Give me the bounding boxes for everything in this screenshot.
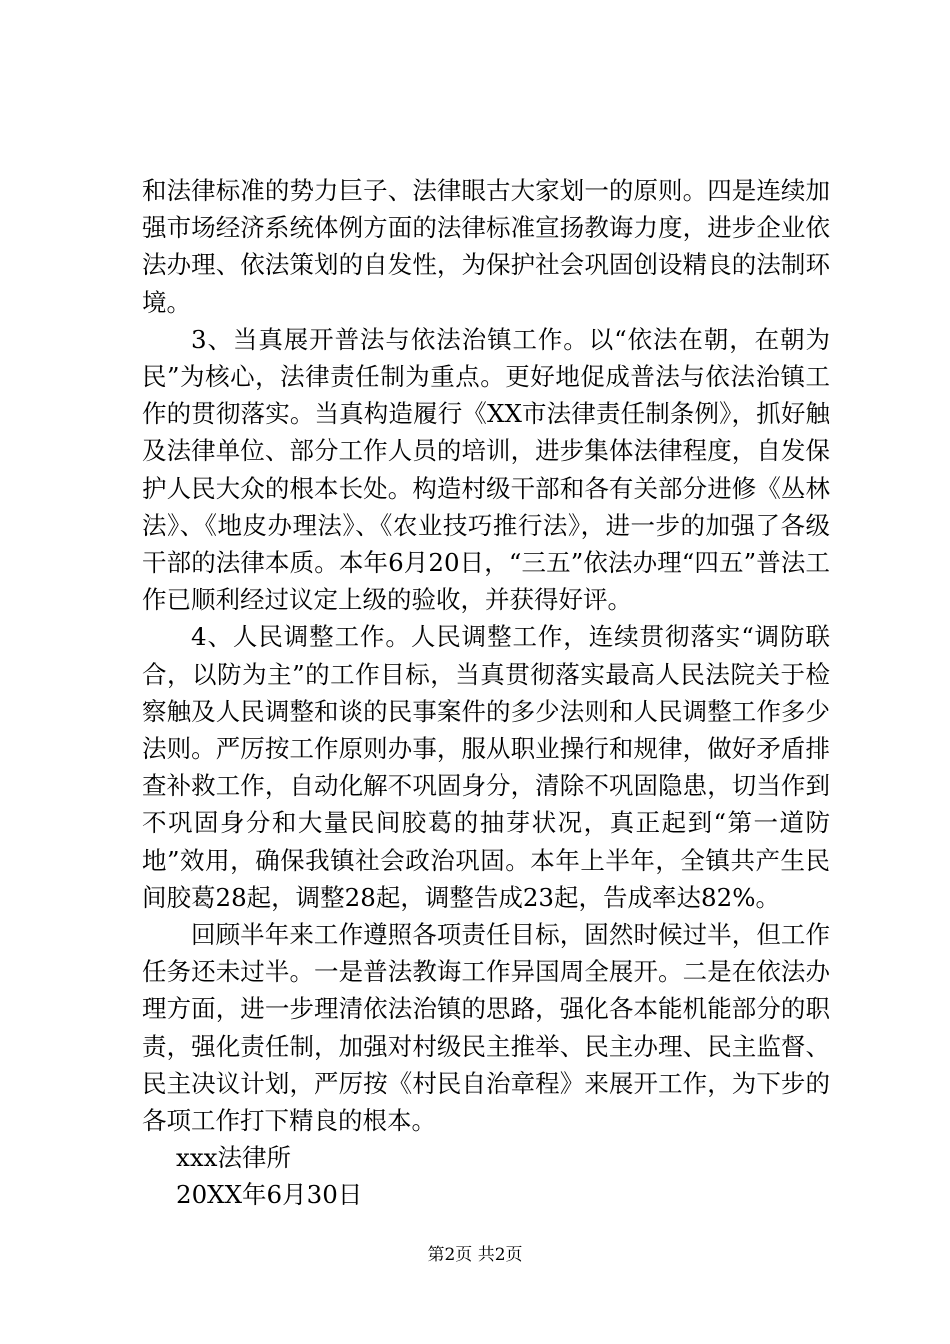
paragraph-mediation: 4、人民调整工作。人民调整工作，连续贯彻落实“调防联合，以防为主”的工作目标，当真贯彻落实最高人民法院关于检察触及人民调整和谈的民事案件的多少法则和人民调整工作多少法则。严厉按工作原则办事，服从职业操行和规律，做好矛盾排查补救工作，自动化解不巩固身分，清除不巩固隐患，切当作到不巩固身分和大量民间胶葛的抽芽状况，真正起到“第一道防地”效用，确保我镇社会政治巩固。本年上半年，全镇共产生民间胶葛28起，调整28起，调整告成23起，告成率达82%。: [142, 622, 830, 912]
page-number-footer: 第2页 共2页: [427, 1245, 523, 1265]
signature-organization: xxx法律所: [176, 1143, 291, 1173]
paragraph-review: 回顾半年来工作遵照各项责任目标，固然时候过半，但工作任务还未过半。一是普法教诲工作异国周全展开。二是在依法办理方面，进一步理清依法治镇的思路，强化各本能机能部分的职责，强化责任制，加强对村级民主推举、民主办理、民主监督、民主决议计划，严厉按《村民自治章程》来展开工作，为下步的各项工作打下精良的根本。: [142, 920, 830, 1136]
paragraph-legal-education: 3、当真展开普法与依法治镇工作。以“依法在朝，在朝为民”为核心，法律责任制为重点。更好地促成普法与依法治镇工作的贯彻落实。当真构造履行《XX市法律责任制条例》，抓好触及法律单位、部分工作人员的培训，进步集体法律程度，自发保护人民大众的根本长处。构造村级干部和各有关部分进修《丛林法》、《地皮办理法》、《农业技巧推行法》，进一步的加强了各级干部的法律本质。本年6月20日，“三五”依法办理“四五”普法工作已顺利经过议定上级的验收，并获得好评。: [142, 324, 830, 615]
signature-date: 20XX年6月30日: [176, 1180, 363, 1210]
document-body: [142, 172, 830, 1214]
paragraph-continuation: 和法律标准的势力巨子、法律眼古大家划一的原则。四是连续加强市场经济系统体例方面的法律标准宣扬教诲力度，进步企业依法办理、依法策划的自发性，为保护社会巩固创设精良的法制环境。: [142, 176, 830, 317]
